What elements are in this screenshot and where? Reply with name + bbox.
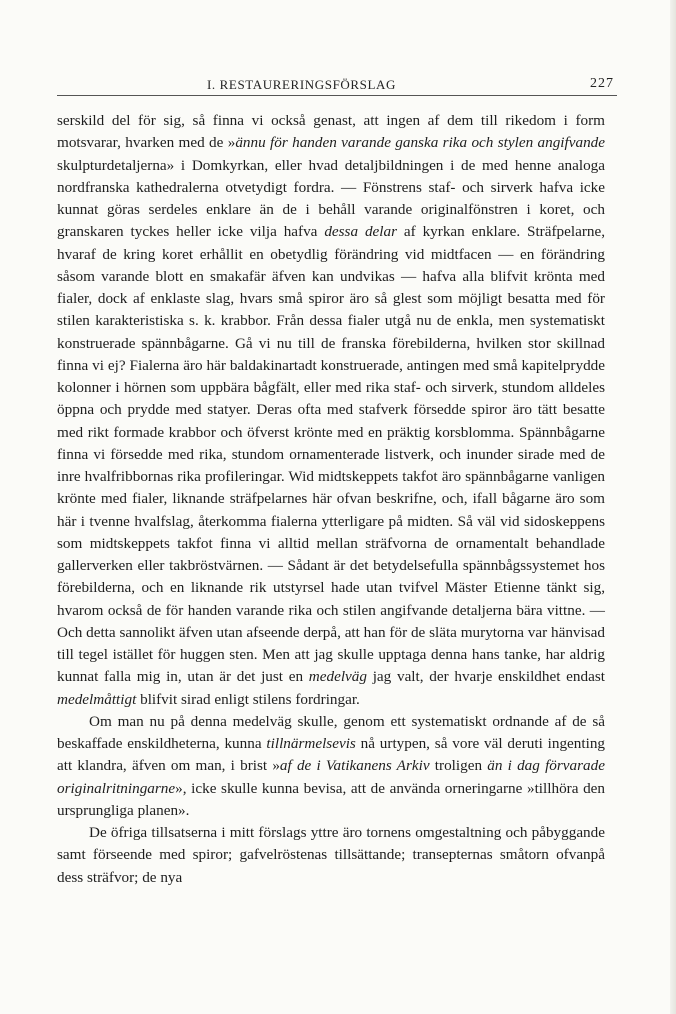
italic-phrase: af de i Vatikanens Arkiv xyxy=(279,757,430,775)
body-text xyxy=(57,110,605,889)
text-segment: serskild del för sig, så finna vi också genast, att ingen af dem till rikedom i form motsvarar, hvarken med de » xyxy=(57,112,605,152)
text-segment: blifvit sirad enligt stilens fordringar. xyxy=(136,690,360,708)
italic-phrase: tillnärmelsevis xyxy=(266,735,356,752)
text-segment: », icke skulle kunna bevisa, att de använda orneringarne »tillhöra den ursprungliga planen». xyxy=(57,779,605,819)
page-number: 227 xyxy=(590,76,614,91)
text-segment: nå urtypen, så vore väl deruti ingenting att klandra, äfven om man, i brist » xyxy=(57,735,606,775)
page-header xyxy=(57,74,628,96)
running-head: I. RESTAURERINGSFÖRSLAG xyxy=(207,77,397,92)
text-segment: De öfriga tillsatserna i mitt förslags yttre äro tornens omgestaltning och påbyggande samt förseende med spiror; gafvelröstenas tillsättande; transepternas småtorn ofvanpå dess sträfvor; de nya xyxy=(57,824,605,886)
paragraph xyxy=(57,110,605,711)
paragraph xyxy=(57,711,605,822)
text-segment: af kyrkan enklare. Sträfpelarne, hvaraf de kring koret erhållit en obetydlig förändring vid midtfacen — en förändring såsom varande blott en smakafär äfven kan undvikas — hafva alla blifvit krönta med fialer, dock af enklaste slag, hvars små spiror äro så glest som möjligt besatta med för stilen karakteristiska s. k. krabbor. Från dessa fialer utgå nu de enkla, men systematiskt konstruerade spännbågarne. Gå vi nu till de franska förebilderna, hvilken stor skillnad finna vi ej? Fialerna äro här baldakinartadt konstruerade, antingen med små kapitelprydde kolonner i hörnen som uppbära bågfält, eller med rika staf- och sirverk, stundom alldeles öppna och prydde med statyer. Deras ofta med stafverk försedde spiror äro tätt besatte med rikt formade krabbor och öfverst krönte med en präktig korsblomma. Spännbågarne finna vi försedde med rika, stundom ornamenterade listverk, och inunder sirade med de inre hvalfribbornas rika profileringar. Wid midtskeppets takfot äro spännbågarne vanligen krönte med fialer, liknande sträfpelarnes här ofvan beskrifne, och, ifall bågarne äro som här i tvenne hvalfslag, återkomma fialerna ytterligare på midten. Så väl vid sidoskeppens som midtskeppets takfot finna vi alltid mellan sträfvorna de ornamentalt behandlade gallerverken eller takbröstvärnen. — Sådant är det betydelsefulla spännbågssystemet hos förebilderna, och en liknande rik utstyrsel hade utan tvifvel Mäster Etienne tänkt sig, hvarom också de för handen varande rika och stilen angifvande detaljerna bära vittne. — Och detta sannolikt äfven utan afseende derpå, att han för de släta murytorna var hänvisad till tegel istället för huggen sten. Men att jag skulle upptaga denna hans tanke, har aldrig kunnat falla mig in, utan är det just en xyxy=(57,223,606,686)
italic-phrase: ännu för handen varande ganska rika och stylen angifvande xyxy=(235,134,605,152)
paragraph xyxy=(57,822,605,889)
italic-phrase: dessa delar xyxy=(324,223,398,241)
italic-phrase: medelväg xyxy=(308,668,367,686)
text-segment: skulpturdetaljerna» i Domkyrkan, eller hvad detaljbildningen i de med henne analoga nordfranska kathedralerna otvetydigt fordra. — Fönstrens staf- och sirverk hafva icke kunnat göras serdeles enklare än de i behåll varande originalfönstren i koret, och granskaren tyckes heller icke vilja hafva xyxy=(57,156,605,241)
italic-phrase: medelmåttigt xyxy=(57,690,137,708)
header-rule xyxy=(57,95,617,96)
text-segment: jag valt, der hvarje enskildhet endast xyxy=(366,668,605,686)
text-segment: troligen xyxy=(429,757,488,775)
italic-phrase: än i dag förvarade originalritningarne xyxy=(57,757,605,797)
text-segment: Om man nu på denna medelväg skulle, genom ett systematiskt ordnande af de så beskaffade enskildheterna, kunna xyxy=(57,712,605,752)
page-edge xyxy=(670,0,676,1014)
